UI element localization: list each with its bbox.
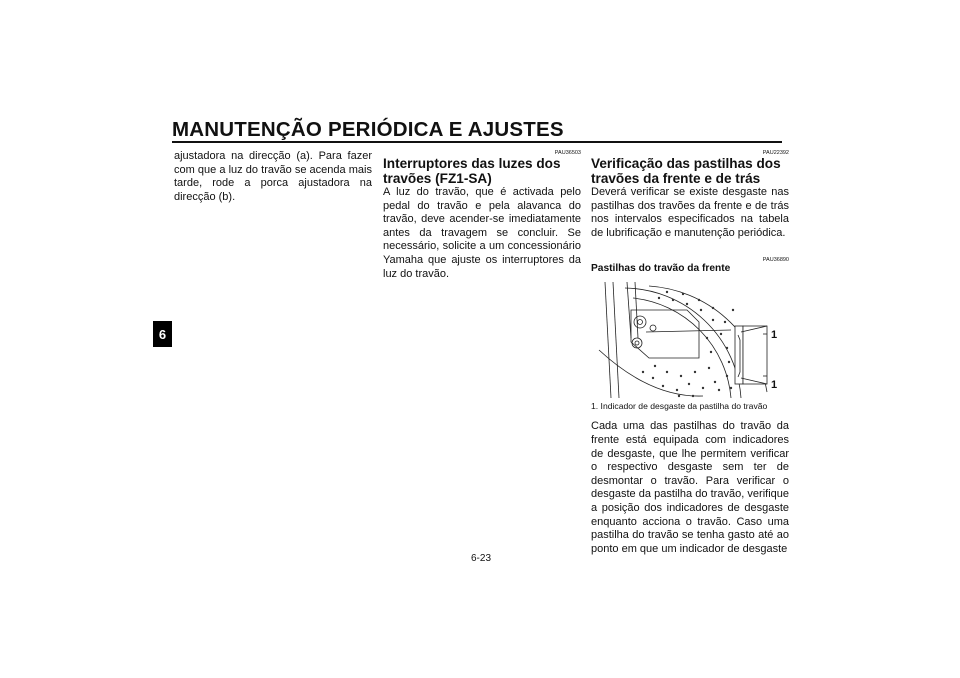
right-column — [591, 150, 789, 556]
chapter-tab: 6 — [153, 321, 172, 347]
section-paragraph: Cada uma das pastilhas do travão da frente está equipada com indicadores de desgaste, que lhe permitem verificar o respectivo desgaste sem ter de desmontar o travão. Para verificar o desgaste da pastilha do travão, verifique a posição dos indicadores de desgaste enquanto acciona o travão. Caso uma pastilha do travão se tenha gasto até ao ponto em que um indicador de desgaste — [591, 420, 789, 555]
section-code: PAU22392 — [762, 150, 789, 156]
section-paragraph: A luz do travão, que é activada pelo pedal do travão e pela alavanca do travão, deve acender-se imediatamente antes da travagem se concluir. Se necessário, solicite a um concessionário Yamaha que ajuste os interruptores da luz do travão. — [383, 186, 581, 280]
left-paragraph: ajustadora na direcção (a). Para fazer com que a luz do travão se acenda mais tarde, rode a porca ajustadora na direcção (b). — [174, 150, 372, 203]
section-heading: Interruptores das luzes dos travões (FZ1-SA) — [383, 156, 561, 186]
middle-column — [383, 150, 581, 281]
section-paragraph: Deverá verificar se existe desgaste nas pastilhas dos travões da frente e de trás nos intervalos especificados na tabela de lubrificação e manutenção periódica. — [591, 186, 789, 239]
subsection-code: PAU36890 — [762, 257, 789, 264]
section-heading: Verificação das pastilhas dos travões da frente e de trás — [591, 156, 781, 186]
left-column — [174, 150, 372, 204]
header-rule — [172, 141, 782, 143]
page-title: MANUTENÇÃO PERIÓDICA E AJUSTES — [172, 118, 564, 141]
figure-caption: 1. Indicador de desgaste da pastilha do travão — [591, 401, 768, 412]
section-code: PAU36503 — [554, 150, 581, 156]
brake-pad-illustration — [591, 280, 789, 400]
callout-label: 1 — [771, 329, 778, 342]
callout-label: 1 — [771, 379, 778, 392]
brake-disc-drawing — [591, 280, 789, 400]
subsection-heading: Pastilhas do travão da frente — [591, 263, 731, 275]
page-number: 6-23 — [470, 553, 491, 564]
